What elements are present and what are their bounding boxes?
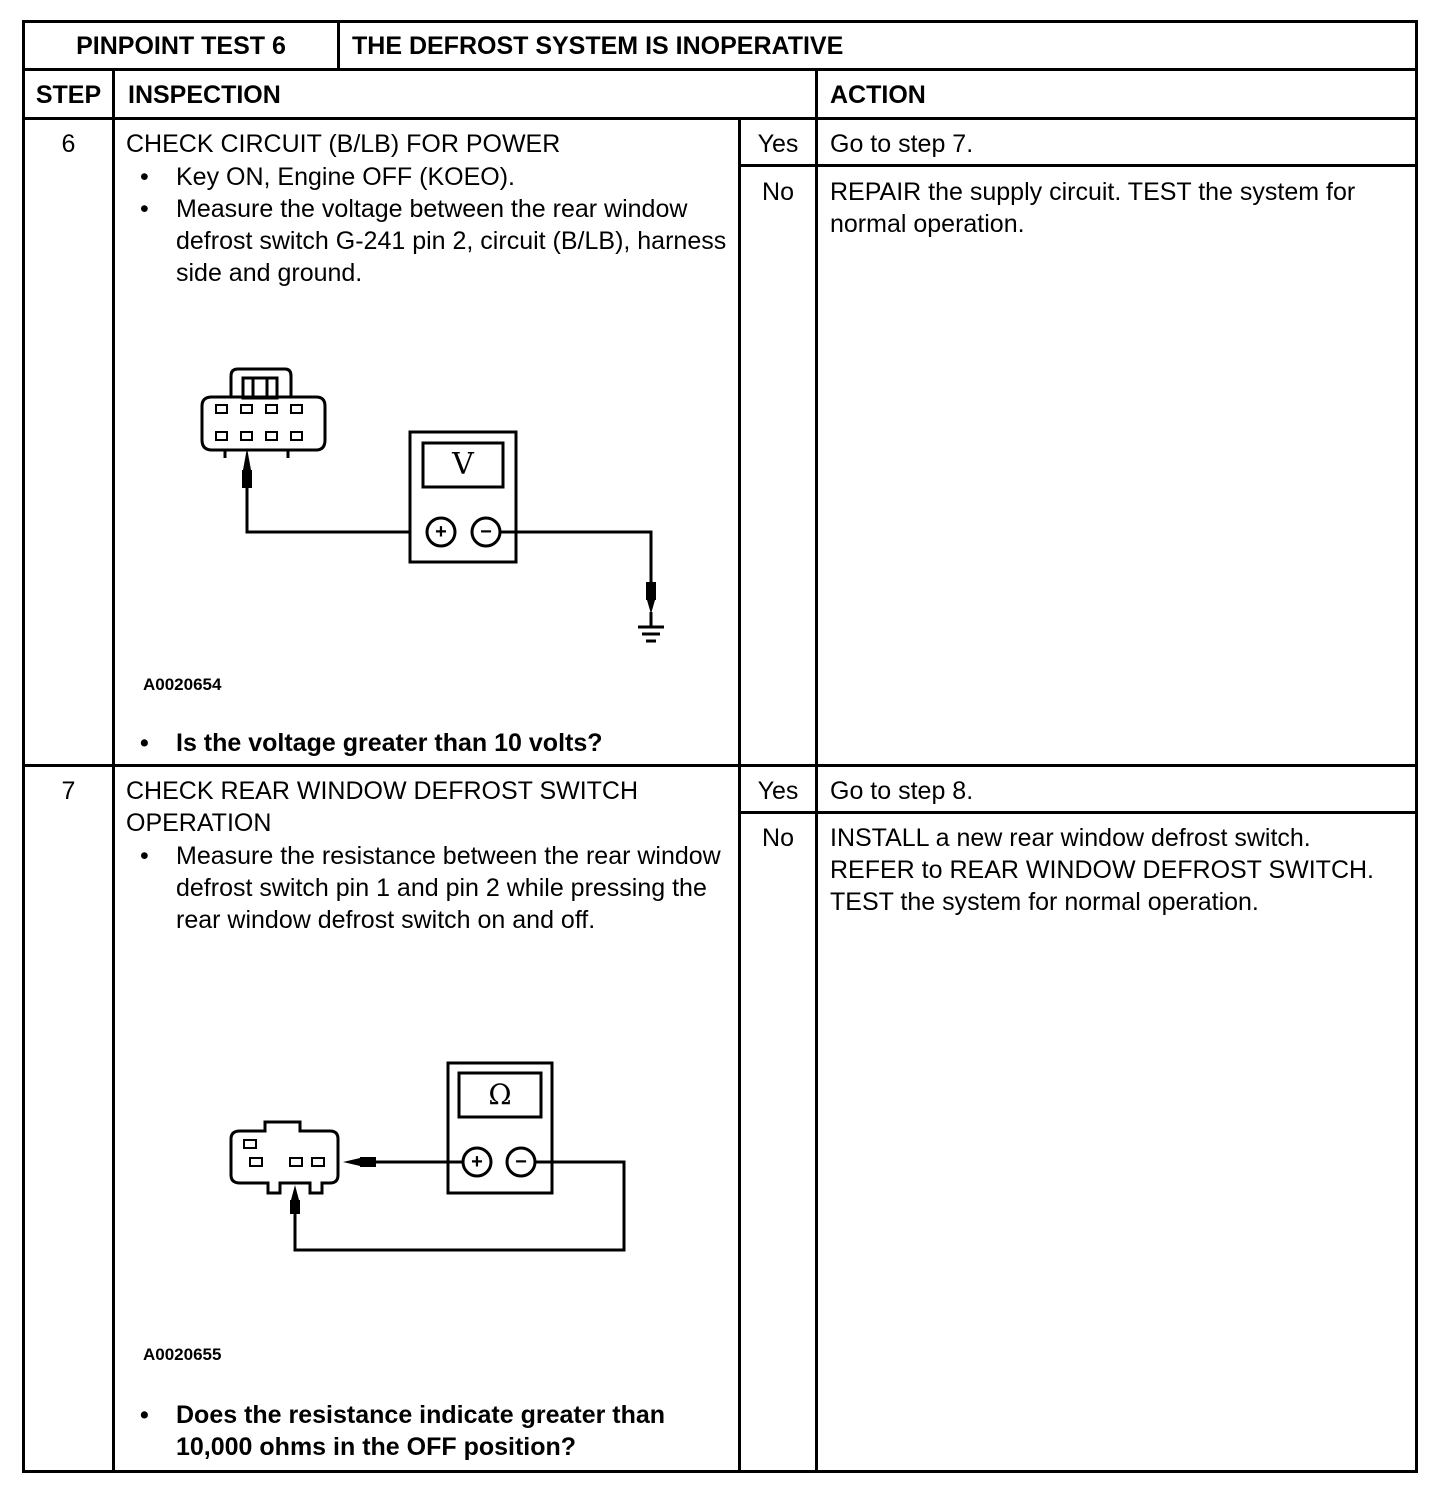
step7-question: [126, 1399, 726, 1463]
test-title: THE DEFROST SYSTEM IS INOPERATIVE: [352, 32, 844, 60]
step7-figure-label: A0020655: [143, 1345, 222, 1364]
step7-yes-action: Go to step 8.: [830, 777, 974, 805]
step6-meter-plus: +: [435, 521, 447, 543]
col-header-inspection: INSPECTION: [128, 81, 281, 109]
step7-meter-plus: +: [471, 1151, 483, 1173]
step7-number: 7: [61, 777, 76, 805]
step6-number: 6: [61, 130, 76, 158]
test-label: PINPOINT TEST 6: [76, 32, 286, 60]
step6-question-text: • Is the voltage greater than 10 volts?: [126, 727, 736, 759]
step6-title: CHECK CIRCUIT (B/LB) FOR POWER: [126, 130, 561, 158]
step7-title: CHECK REAR WINDOW DEFROST SWITCH OPERATION: [126, 777, 639, 837]
step6-yes-action: Go to step 7.: [830, 130, 974, 158]
step6-meter-symbol: V: [452, 447, 474, 482]
step7-yes-label: Yes: [757, 777, 799, 805]
col-header-step: STEP: [35, 81, 102, 109]
step7-no-action: INSTALL a new rear window defrost switch. REFER to REAR WINDOW DEFROST SWITCH. TEST the system for normal operation.: [830, 824, 1374, 916]
col-header-action: ACTION: [830, 81, 926, 109]
step6-yes-label: Yes: [757, 130, 799, 158]
step6-no-label: No: [762, 178, 794, 206]
step6-bullet-1: • Key ON, Engine OFF (KOEO).: [126, 161, 736, 193]
step7-bullet-1: • Measure the resistance between the rear window defrost switch pin 1 and pin 2 while pressing the rear window defrost switch on and off.: [126, 840, 726, 936]
step6-no-action: REPAIR the supply circuit. TEST the system for normal operation.: [830, 178, 1356, 238]
step6-meter-minus: −: [480, 521, 492, 543]
step7-no-label: No: [762, 824, 794, 852]
step6-figure-label: A0020654: [143, 675, 222, 694]
step7-meter-minus: −: [515, 1151, 527, 1173]
step7-question-text: • Does the resistance indicate greater than 10,000 ohms in the OFF position?: [126, 1399, 726, 1463]
step7-meter-symbol: Ω: [488, 1078, 512, 1111]
step6-bullet-2: • Measure the voltage between the rear window defrost switch G-241 pin 2, circuit (B/LB), harness side and ground.: [126, 193, 736, 289]
